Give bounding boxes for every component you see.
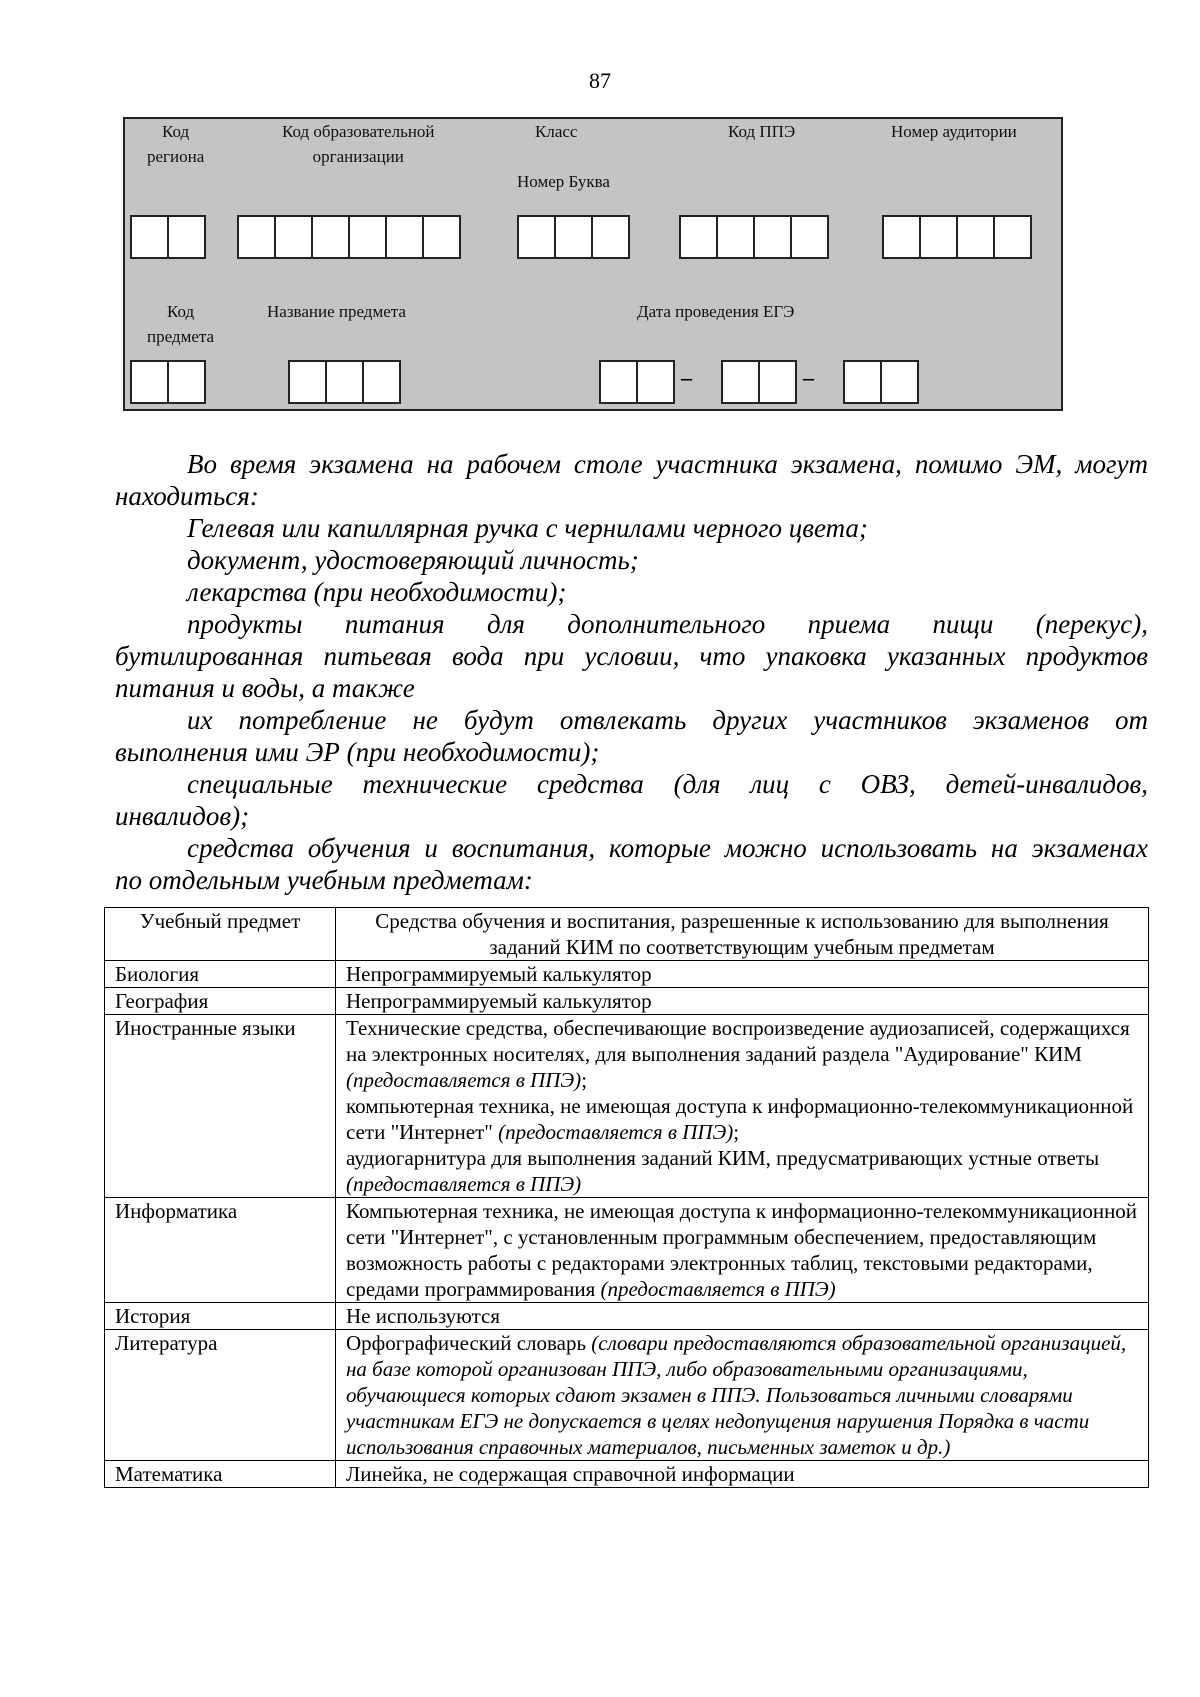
ppe-code-label: Код ППЭ xyxy=(728,122,796,141)
table-row xyxy=(105,1461,1149,1488)
table-row xyxy=(105,1330,1149,1461)
item-consumption-line-1: их потребление не будут отвлекать других участников экзаменов от xyxy=(187,705,1148,735)
item-special-tech-line-1: специальные технические средства (для лиц с ОВЗ, детей-инвалидов, xyxy=(187,769,1148,799)
room-number-cells[interactable] xyxy=(882,215,1030,259)
header-subject: Учебный предмет xyxy=(105,908,336,961)
page-number: 87 xyxy=(589,68,611,93)
table-row xyxy=(105,1303,1149,1330)
table-header-row xyxy=(105,908,1149,961)
intro-line-2: находиться: xyxy=(115,481,259,511)
tools-cell: Орфографический словарь (словари предоставляются образовательной организацией, на базе которой организован ППЭ, либо образовательными организациями, обучающиеся которых сдают экзамен в ППЭ. Пользоваться личными словарями участникам ЕГЭ не допускается в целях недопущения нарушения Порядка в части использования справочных материалов, письменных заметок и др.) xyxy=(336,1330,1149,1461)
allowed-tools-table xyxy=(104,907,1149,1488)
tools-cell: Технические средства, обеспечивающие воспроизведение аудиозаписей, содержащихся на электронных носителях, для выполнения заданий раздела "Аудирование" КИМ (предоставляется в ППЭ); компьютерная техника, не имеющая доступа к информационно-телекоммуникационной сети "Интернет" (предоставляется в ППЭ); аудиогарнитура для выполнения заданий КИМ, предусматривающих устные ответы (предоставляется в ППЭ) xyxy=(336,1015,1149,1198)
date-dash-2: – xyxy=(803,365,814,390)
class-sub-label: Номер Буква xyxy=(517,172,610,191)
ppe-code-cells[interactable] xyxy=(679,215,827,259)
item-special-tech-line-2: инвалидов); xyxy=(115,801,250,831)
subject-cell: История xyxy=(105,1303,336,1330)
table-row xyxy=(105,1198,1149,1303)
region-code-cells[interactable] xyxy=(130,215,204,259)
tools-cell: Не используются xyxy=(336,1303,1149,1330)
tools-cell: Линейка, не содержащая справочной информации xyxy=(336,1461,1149,1488)
item-food-line-1: продукты питания для дополнительного приема пищи (перекус), xyxy=(187,609,1148,639)
date-dash-1: – xyxy=(681,365,692,390)
class-label: Класс xyxy=(535,122,578,141)
exam-form-header xyxy=(123,117,1063,411)
subject-cell: Биология xyxy=(105,961,336,988)
region-code-label: Код региона xyxy=(147,122,205,166)
item-consumption-line-2: выполнения ими ЭР (при необходимости); xyxy=(115,737,600,767)
subject-cell: География xyxy=(105,988,336,1015)
item-pen: Гелевая или капиллярная ручка с чернилами черного цвета; xyxy=(187,513,868,543)
item-teaching-aids-line-1: средства обучения и воспитания, которые можно использовать на экзаменах xyxy=(187,833,1148,863)
item-food-line-2: бутилированная питьевая вода при условии, что упаковка указанных продуктов xyxy=(115,641,1148,671)
intro-paragraph xyxy=(115,448,1148,896)
org-code-label: Код образовательной организации xyxy=(282,122,435,166)
subject-cell: Литература xyxy=(105,1330,336,1461)
table-row xyxy=(105,988,1149,1015)
item-food-line-3: питания и воды, а также xyxy=(115,673,415,703)
org-code-cells[interactable] xyxy=(237,215,459,259)
exam-date-label: Дата проведения ЕГЭ xyxy=(637,302,795,321)
tools-cell: Компьютерная техника, не имеющая доступа к информационно-телекоммуникационной сети "Интернет", с установленным программным обеспечением, предоставляющим возможность работы с редакторами электронных таблиц, текстовыми редакторами, средами программирования (предоставляется в ППЭ) xyxy=(336,1198,1149,1303)
class-cells[interactable] xyxy=(517,215,628,259)
subject-name-label: Название предмета xyxy=(267,302,406,321)
item-id-document: документ, удостоверяющий личность; xyxy=(187,545,639,575)
subject-name-cells[interactable] xyxy=(288,360,399,404)
table-row xyxy=(105,1015,1149,1198)
subject-cell: Математика xyxy=(105,1461,336,1488)
exam-day-cells[interactable] xyxy=(599,360,673,404)
subject-code-cells[interactable] xyxy=(130,360,204,404)
tools-cell: Непрограммируемый калькулятор xyxy=(336,988,1149,1015)
subject-code-label: Код предмета xyxy=(147,302,215,346)
table-row xyxy=(105,961,1149,988)
subject-cell: Иностранные языки xyxy=(105,1015,336,1198)
item-teaching-aids-line-2: по отдельным учебным предметам: xyxy=(115,865,533,895)
item-medicine: лекарства (при необходимости); xyxy=(187,577,567,607)
subject-cell: Информатика xyxy=(105,1198,336,1303)
exam-year-cells[interactable] xyxy=(843,360,917,404)
exam-month-cells[interactable] xyxy=(721,360,795,404)
intro-line-1: Во время экзамена на рабочем столе участника экзамена, помимо ЭМ, могут xyxy=(187,449,1148,479)
room-number-label: Номер аудитории xyxy=(891,122,1017,141)
header-tools: Средства обучения и воспитания, разрешенные к использованию для выполнения заданий КИМ по соответствующим учебным предметам xyxy=(336,908,1149,961)
tools-cell: Непрограммируемый калькулятор xyxy=(336,961,1149,988)
